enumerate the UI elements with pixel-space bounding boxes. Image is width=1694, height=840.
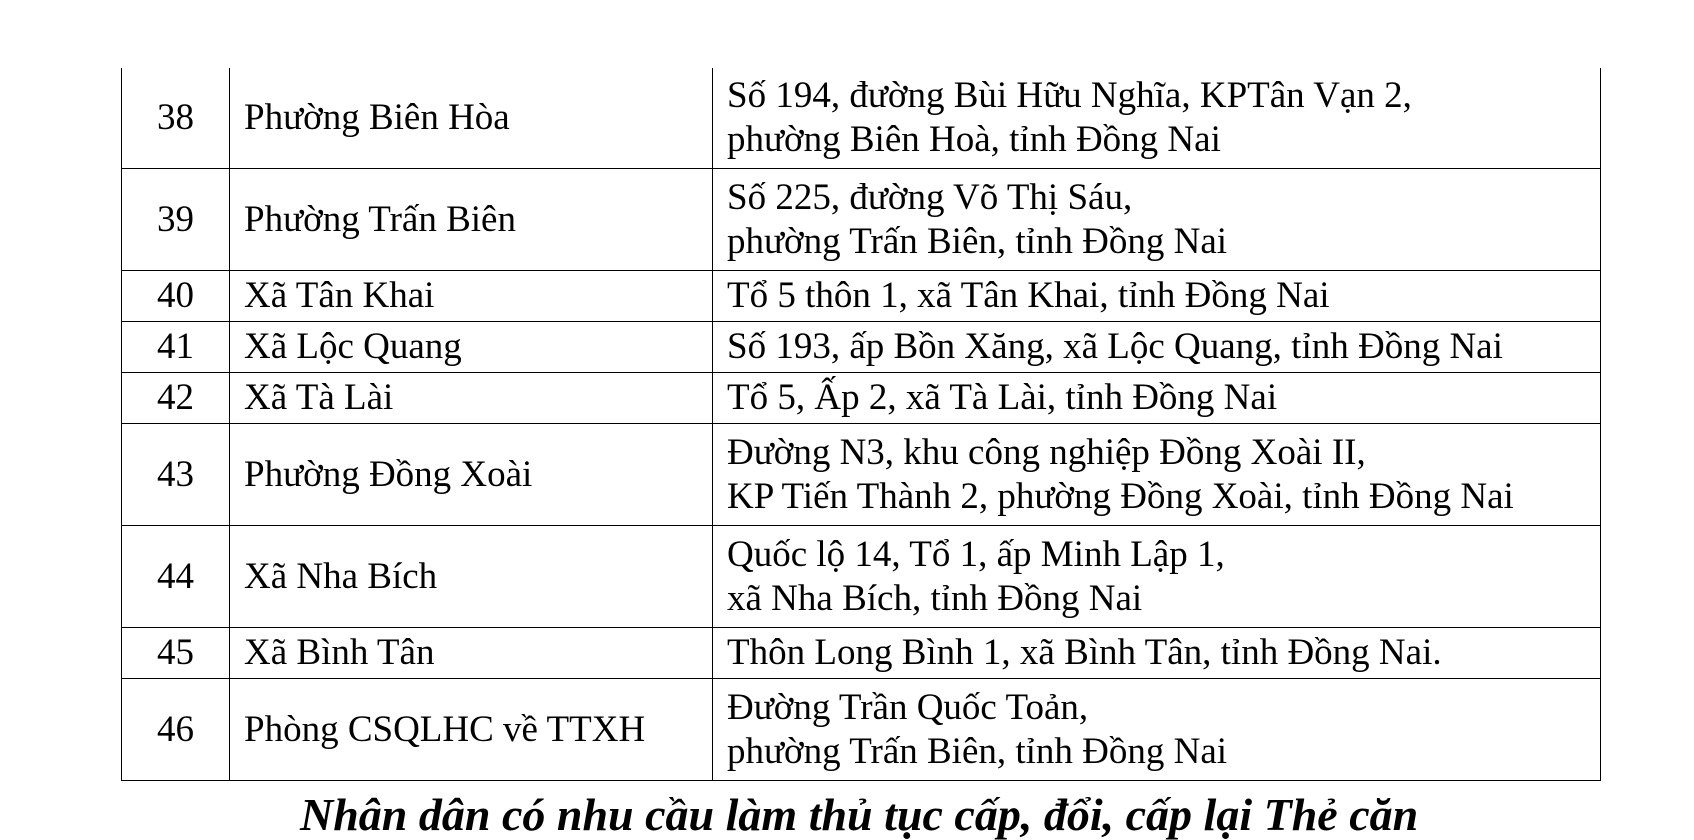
table-row <box>122 424 1601 526</box>
address-line: Tổ 5, Ấp 2, xã Tà Lài, tỉnh Đồng Nai <box>727 377 1278 418</box>
table-row <box>122 271 1601 322</box>
address-line: KP Tiến Thành 2, phường Đồng Xoài, tỉnh Đồng Nai <box>727 475 1514 517</box>
table-row <box>122 322 1601 373</box>
table-row <box>122 679 1601 781</box>
cutoff-paragraph: Nhân dân có nhu cầu làm thủ tục cấp, đổi, cấp lại Thẻ căn <box>300 789 1419 840</box>
address-line: Thôn Long Bình 1, xã Bình Tân, tỉnh Đồng Nai. <box>727 632 1442 673</box>
row-number: 38 <box>122 68 230 169</box>
address-line: phường Trấn Biên, tỉnh Đồng Nai <box>727 220 1228 262</box>
row-number: 39 <box>122 169 230 271</box>
row-number: 40 <box>122 271 230 322</box>
table-row <box>122 169 1601 271</box>
row-number: 45 <box>122 628 230 679</box>
address-line: phường Trấn Biên, tỉnh Đồng Nai <box>727 730 1228 772</box>
address-line: Tổ 5 thôn 1, xã Tân Khai, tỉnh Đồng Nai <box>727 275 1330 316</box>
unit-address <box>713 169 1601 271</box>
unit-address <box>713 628 1601 679</box>
unit-name: Xã Lộc Quang <box>230 322 713 373</box>
unit-address <box>713 526 1601 628</box>
address-line: Đường N3, khu công nghiệp Đồng Xoài II, <box>727 431 1366 473</box>
unit-name: Xã Nha Bích <box>230 526 713 628</box>
address-line: Quốc lộ 14, Tổ 1, ấp Minh Lập 1, <box>727 533 1225 575</box>
unit-address <box>713 68 1601 169</box>
row-number: 43 <box>122 424 230 526</box>
row-number: 46 <box>122 679 230 781</box>
unit-address <box>713 424 1601 526</box>
table-row <box>122 373 1601 424</box>
row-number: 41 <box>122 322 230 373</box>
unit-address <box>713 271 1601 322</box>
address-table-body <box>122 68 1601 781</box>
address-line: Số 225, đường Võ Thị Sáu, <box>727 176 1133 218</box>
table-row <box>122 628 1601 679</box>
address-line: Đường Trần Quốc Toản, <box>727 686 1089 728</box>
address-table <box>121 68 1601 781</box>
unit-name: Phường Đồng Xoài <box>230 424 713 526</box>
unit-name: Xã Tà Lài <box>230 373 713 424</box>
unit-name: Phường Biên Hòa <box>230 68 713 169</box>
address-line: xã Nha Bích, tỉnh Đồng Nai <box>727 577 1143 619</box>
address-line: Số 193, ấp Bồn Xăng, xã Lộc Quang, tỉnh Đồng Nai <box>727 326 1503 367</box>
unit-name: Phòng CSQLHC về TTXH <box>230 679 713 781</box>
unit-name: Phường Trấn Biên <box>230 169 713 271</box>
unit-name: Xã Bình Tân <box>230 628 713 679</box>
unit-address <box>713 373 1601 424</box>
unit-address <box>713 322 1601 373</box>
table-row <box>122 68 1601 169</box>
row-number: 42 <box>122 373 230 424</box>
unit-name: Xã Tân Khai <box>230 271 713 322</box>
address-line: Số 194, đường Bùi Hữu Nghĩa, KPTân Vạn 2, <box>727 75 1412 116</box>
table-row <box>122 526 1601 628</box>
row-number: 44 <box>122 526 230 628</box>
address-line: phường Biên Hoà, tỉnh Đồng Nai <box>727 119 1221 160</box>
unit-address <box>713 679 1601 781</box>
